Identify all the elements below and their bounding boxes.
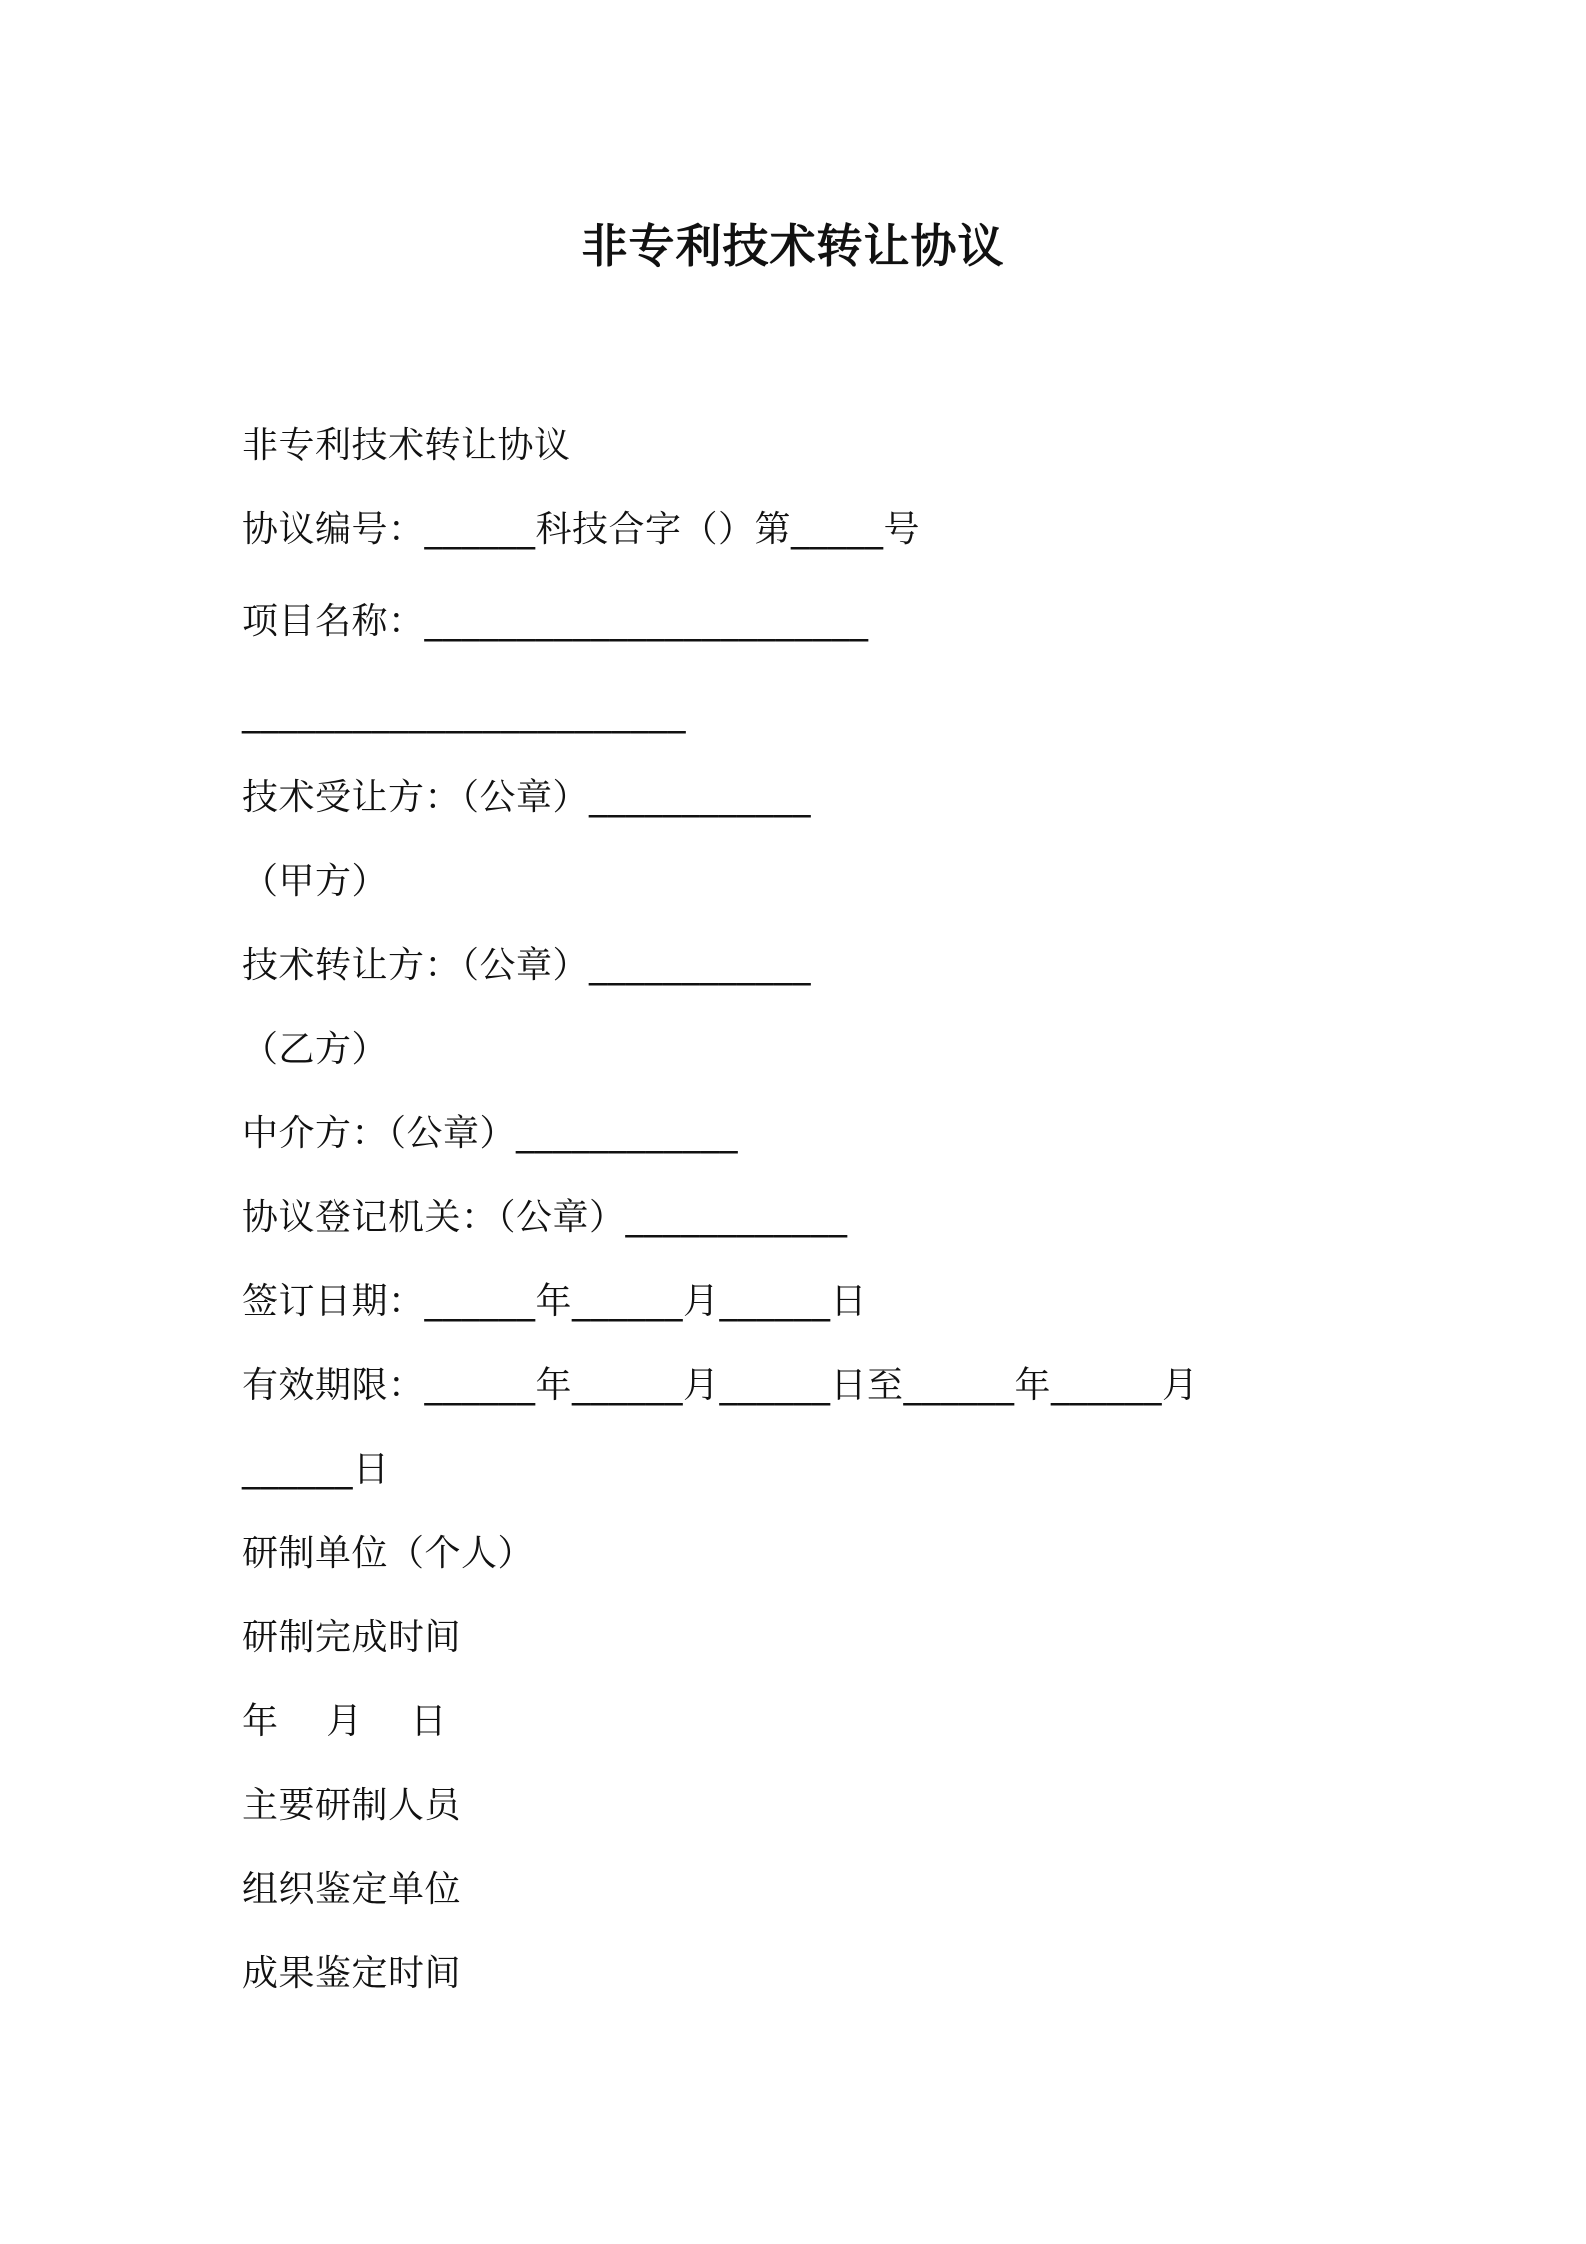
doc-line-project-name-continued: ________________________ [242,693,686,734]
doc-line-completion-time: 研制完成时间 [242,1617,462,1658]
doc-line-subtitle: 非专利技术转让协议 [242,425,571,466]
doc-line-party-a: （甲方） [242,861,389,902]
page-title: 非专利技术转让协议 [581,219,1005,273]
doc-line-transferor: 技术转让方：（公章）____________ [242,945,812,986]
doc-line-signing-date: 签订日期：______年______月______日 [242,1281,868,1322]
doc-line-validity-period: 有效期限：______年______月______日至______年______月 [242,1365,1199,1406]
doc-line-main-developers: 主要研制人员 [242,1785,462,1826]
doc-line-appraisal-organizer: 组织鉴定单位 [242,1869,462,1910]
document-body [242,404,1362,2016]
doc-line-party-b: （乙方） [242,1029,389,1070]
doc-line-validity-period-end: ______日 [242,1449,390,1490]
doc-line-transferee: 技术受让方：（公章）____________ [242,777,812,818]
doc-line-appraisal-time: 成果鉴定时间 [242,1953,462,1994]
doc-line-agreement-number: 协议编号：______科技合字（）第_____号 [242,509,921,550]
doc-line-project-name: 项目名称：________________________ [242,601,869,642]
doc-line-registration-authority: 协议登记机关：（公章）____________ [242,1197,848,1238]
doc-line-developer: 研制单位（个人） [242,1533,535,1574]
doc-line-intermediary: 中介方：（公章）____________ [242,1113,739,1154]
doc-line-date-placeholder: 年 月 日 [242,1701,448,1742]
